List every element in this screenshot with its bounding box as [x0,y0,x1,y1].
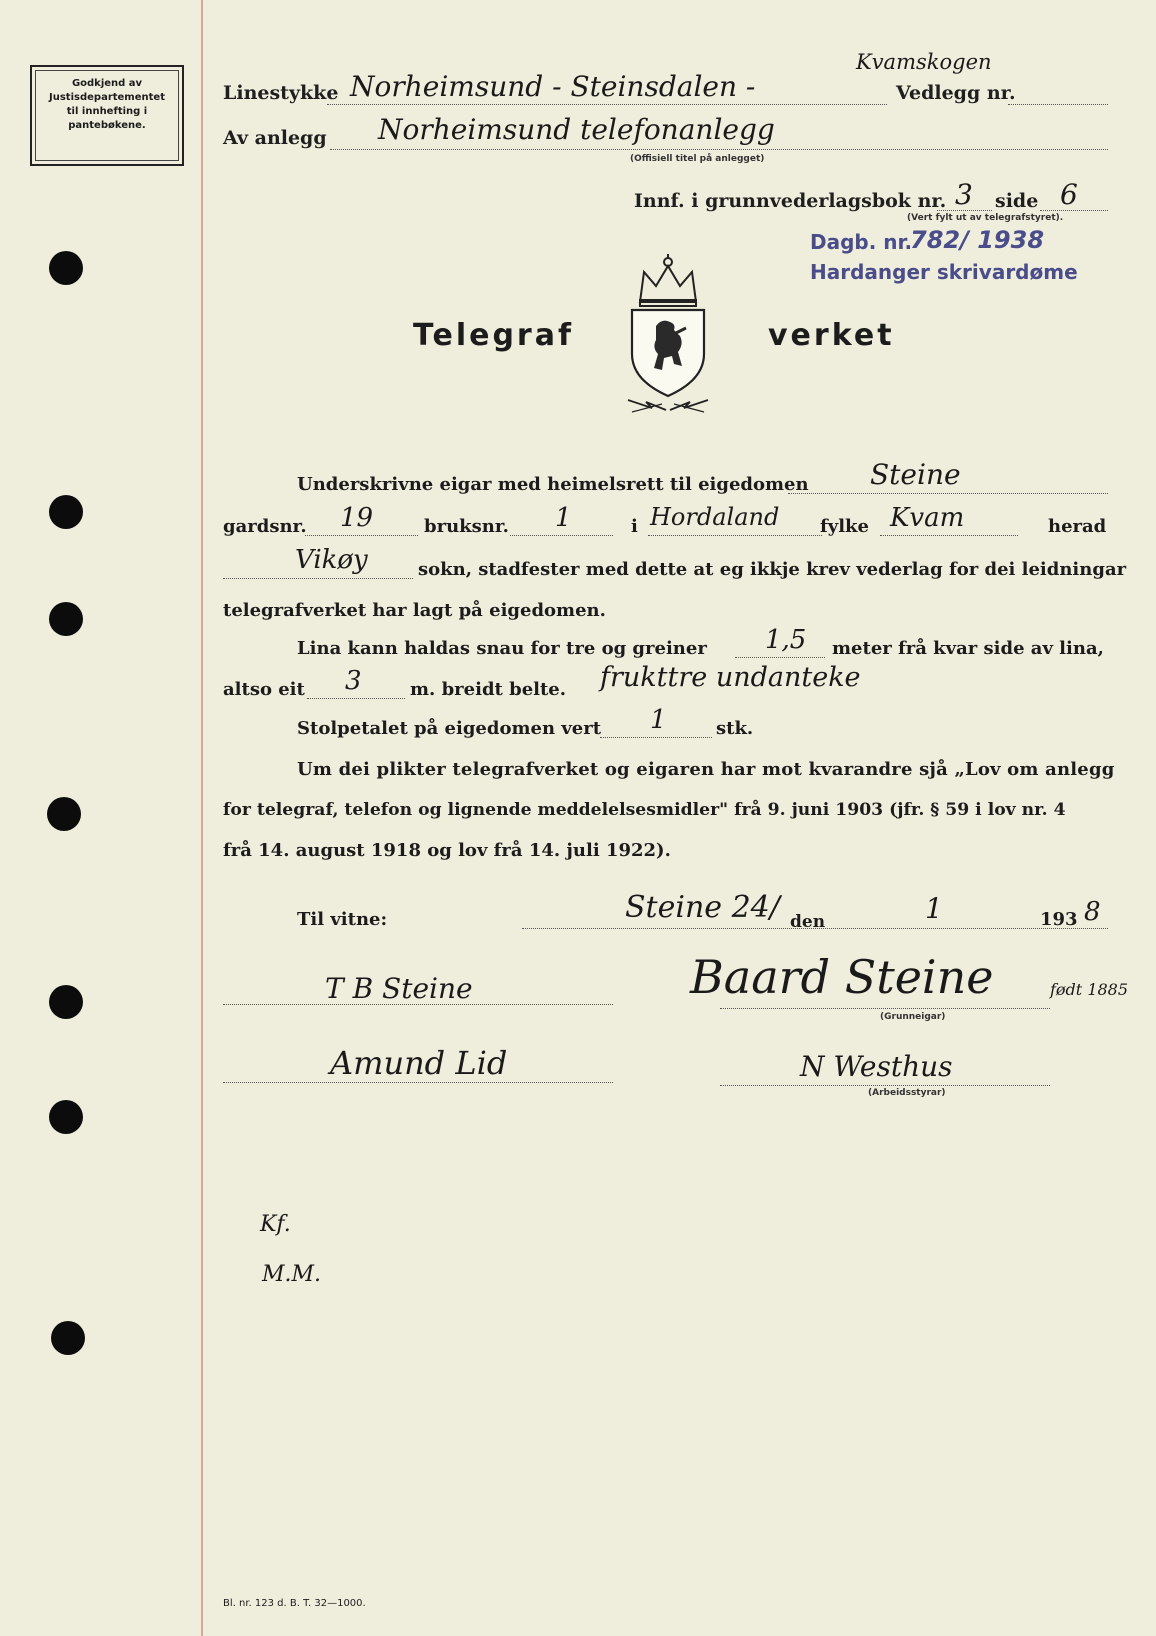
i-label: i [631,516,638,537]
linestykke-extra: Kvamskogen [856,50,992,74]
stolpe-value: 1 [650,705,667,735]
punch-hole [49,985,83,1019]
parish-value: Vikøy [295,545,368,575]
norwegian-coat-of-arms-icon [622,252,714,417]
owner-birth: født 1885 [1050,980,1129,999]
lina-line [735,657,825,658]
law-line-1: Um dei plikter telegrafverket og eigaren har mot kvarandre sjå „Lov om anlegg [297,759,1115,780]
county-line [648,535,822,536]
bruksnr-line [510,535,613,536]
foreman-caption: (Arbeidsstyrar) [868,1088,946,1098]
year-hand: 8 [1084,897,1101,927]
initials-1: Kf. [260,1212,291,1237]
innf-caption: (Vert fylt ut av telegrafstyret). [907,213,1064,223]
title-left: Telegraf [413,318,575,353]
altso-text: altso eit [223,679,305,700]
vedlegg-label: Vedlegg nr. [896,82,1016,104]
til-vitne-label: Til vitne: [297,909,388,930]
owner-signature: Baard Steine [690,950,994,1004]
belte-text: m. breidt belte. [410,679,567,700]
vedlegg-line [1008,104,1108,105]
av-anlegg-value: Norheimsund telefonanlegg [378,113,775,146]
den-label: den [790,912,826,932]
property-line [788,493,1108,494]
county-value: Hordaland [650,503,780,531]
approval-box [30,65,184,166]
av-anlegg-label: Av anlegg [223,127,327,149]
side-label: side [995,190,1039,212]
municipality-value: Kvam [890,503,965,533]
line3-text: telegrafverket har lagt på eigedomen. [223,600,606,621]
approval-line: pantebøkene. [68,120,146,131]
foreman-signature: N Westhus [800,1050,953,1083]
meter-text: meter frå kvar side av lina, [832,638,1104,659]
punch-hole [49,602,83,636]
stk-text: stk. [716,718,754,739]
margin-line [201,0,203,1636]
law-line-2: for telegraf, telefon og lignende meddelelsesmidler" frå 9. juni 1903 (jfr. § 59 i lov nr. 4 [223,800,1066,820]
herad-label: herad [1048,516,1107,537]
lina-value: 1,5 [765,625,807,655]
approval-line: Justisdepartementet [49,92,165,103]
av-anlegg-line [330,149,1108,150]
municipality-line [880,535,1018,536]
dagb-value: 782/ 1938 [910,226,1045,254]
approval-line: til innhefting i [66,106,148,117]
gardsnr-label: gardsnr. [223,516,307,537]
innf-value: 3 [955,178,973,211]
punch-hole [51,1321,85,1355]
linestykke-label: Linestykke [223,82,339,104]
punch-hole [49,251,83,285]
belte-note: frukttre undanteke [600,662,861,693]
owner-caption: (Grunneigar) [880,1012,946,1022]
place-date: Steine 24/ [625,890,780,925]
stolpe-line [600,737,712,738]
fylke-label: fylke [820,516,869,537]
bruksnr-label: bruksnr. [424,516,509,537]
gardsnr-line [305,535,418,536]
owner-line [720,1008,1050,1009]
linestykke-value: Norheimsund - Steinsdalen - [350,70,756,103]
year-printed: 193 [1040,909,1078,930]
month-value: 1 [925,892,943,925]
foreman-line [720,1085,1050,1086]
property-name: Steine [870,458,961,491]
side-value: 6 [1060,178,1078,211]
intro-text: Underskrivne eigar med heimelsrett til eigedomen [297,474,809,495]
sokn-text: sokn, stadfester med dette at eg ikkje krev vederlag for dei leidningar [418,559,1127,580]
law-line-3: frå 14. august 1918 og lov frå 14. juli 1922). [223,840,671,861]
av-anlegg-caption: (Offisiell titel på anlegget) [630,154,765,164]
lina-text: Lina kann haldas snau for tre og greiner [297,638,707,659]
punch-hole [47,797,81,831]
punch-hole [49,1100,83,1134]
dagb-label: Dagb. nr. [810,230,913,254]
witness-2-signature: Amund Lid [330,1044,508,1082]
initials-2: M.M. [262,1262,322,1287]
altso-line [307,698,405,699]
parish-line [223,578,413,579]
bruksnr-value: 1 [555,503,572,533]
linestykke-line [327,104,887,105]
punch-hole [49,495,83,529]
stolpe-text: Stolpetalet på eigedomen vert [297,718,602,739]
gardsnr-value: 19 [340,503,374,533]
witness-1-signature: T B Steine [325,972,473,1005]
office-stamp: Hardanger skrivardøme [810,260,1078,284]
altso-value: 3 [345,666,362,696]
innf-label: Innf. i grunnvederlagsbok nr. [634,190,947,212]
witness-2-line [223,1082,613,1083]
approval-line: Godkjend av [71,78,143,89]
title-right: verket [768,318,895,353]
footer-print-info: Bl. nr. 123 d. B. T. 32—1000. [223,1598,366,1609]
